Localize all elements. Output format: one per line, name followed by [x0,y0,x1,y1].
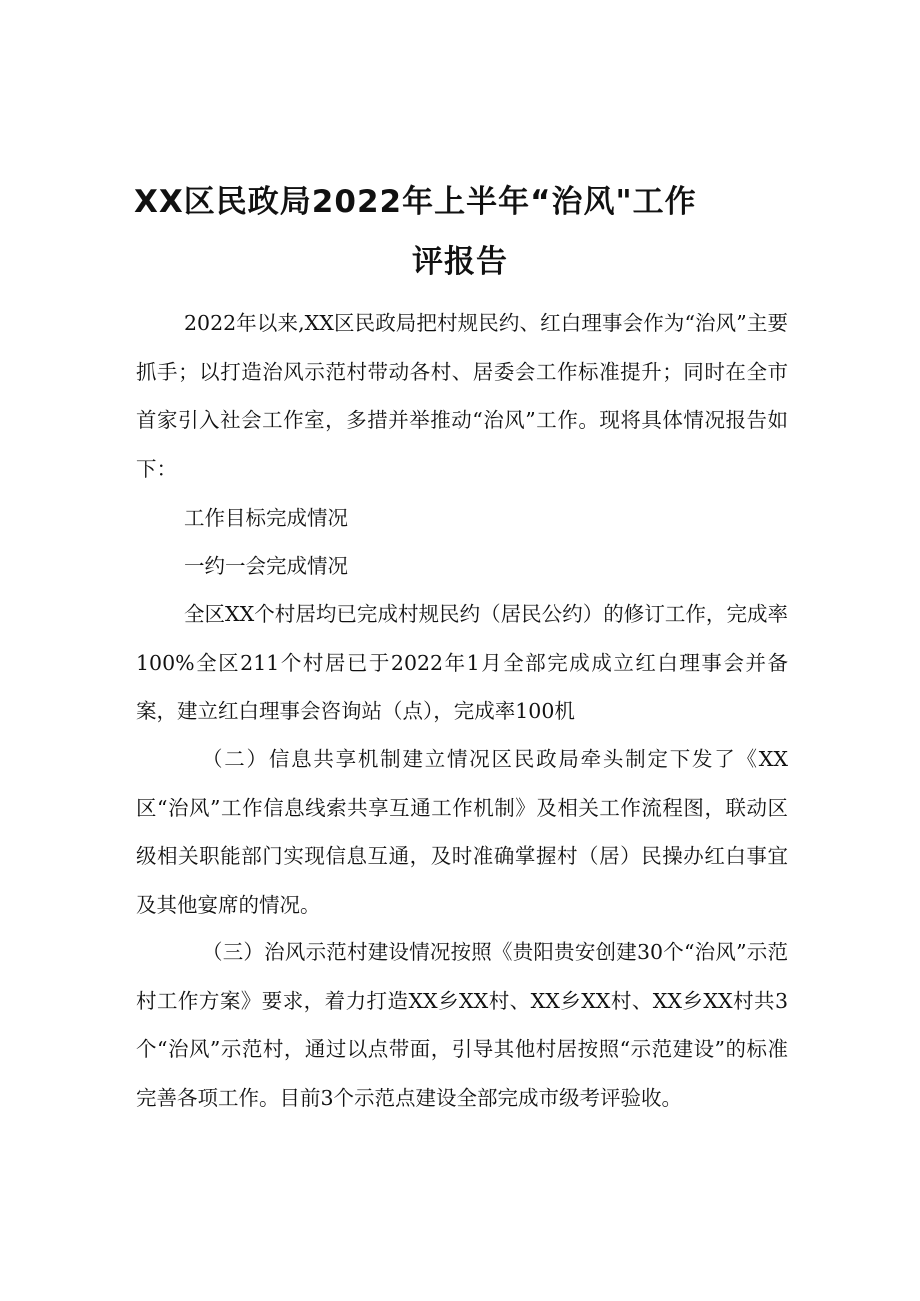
document-title-line-1: XX区民政局2022年上半年“治风"工作 [134,184,697,220]
section-heading-one-agreement: 一约一会完成情况 [184,554,348,578]
section-two-paragraph: （二）信息共享机制建立情况区民政局牵头制定下发了《XX区“治风”工作信息线索共享互通工作机制》及相关工作流程图，联动区级相关职能部门实现信息互通，及时准确掌握村（居）民操办红白事宜及其他宴席的情况。 [136,747,788,917]
section-heading-goals: 工作目标完成情况 [184,506,348,530]
section-three-paragraph: （三）治风示范村建设情况按照《贵阳贵安创建30个“治风”示范村工作方案》要求，着力打造XX乡XX村、XX乡XX村、XX乡XX村共3个“治风”示范村，通过以点带面，引导其他村居按照“示范建设”的标准完善各项工作。目前3个示范点建设全部完成市级考评验收。 [136,940,788,1110]
section-one-paragraph: 全区XX个村居均已完成村规民约（居民公约）的修订工作，完成率100%全区211个村居已于2022年1月全部完成成立红白理事会并备案，建立红白理事会咨询站（点），完成率100机 [136,602,788,723]
document-title-line-2: 评报告 [412,244,508,280]
intro-paragraph: 2022年以来,XX区民政局把村规民约、红白理事会作为“治风”主要抓手；以打造治风示范村带动各村、居委会工作标准提升；同时在全市首家引入社会工作室，多措并举推动“治风”工作。现将具体情况报告如下： [136,311,788,481]
